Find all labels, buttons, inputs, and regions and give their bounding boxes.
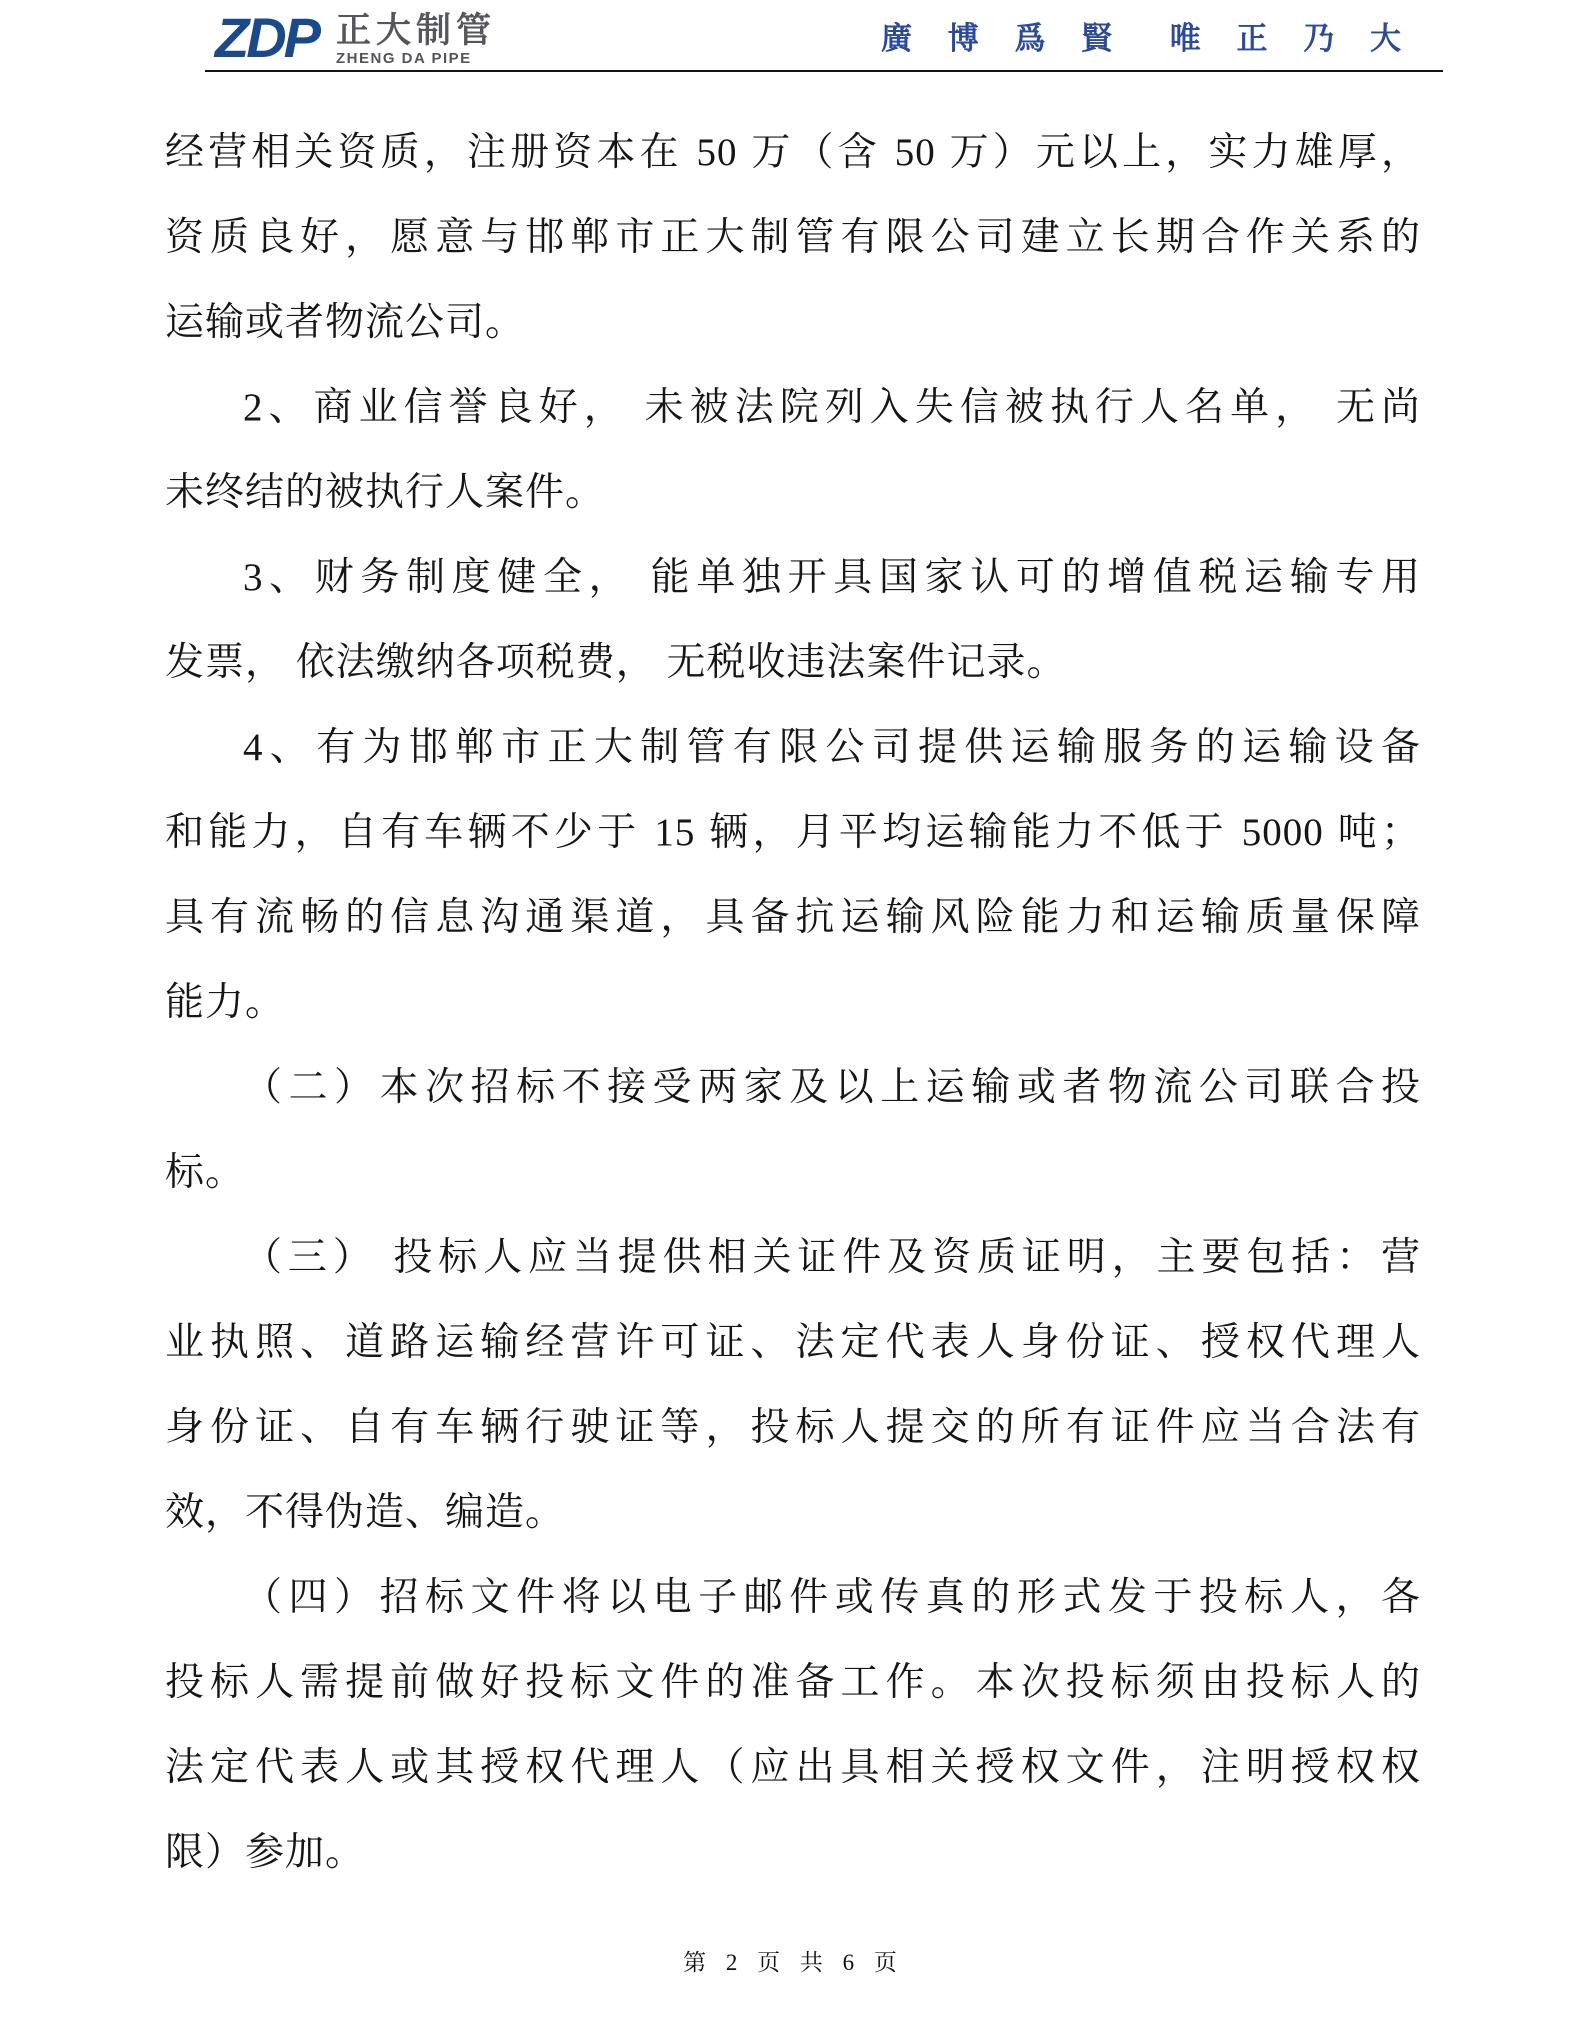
text-line: 经营相关资质，注册资本在 50 万（含 50 万）元以上，实力雄厚， (165, 131, 1421, 174)
page-header (0, 0, 1587, 74)
text-line: 4、有为邯郸市正大制管有限公司提供运输服务的运输设备 (243, 726, 1421, 769)
text-line: 效，不得伪造、编造。 (165, 1491, 566, 1534)
page-footer (0, 1944, 1587, 1977)
text-line: 身份证、自有车辆行驶证等，投标人提交的所有证件应当合法有 (165, 1406, 1421, 1449)
logo-company-name-en: ZHENG DA PIPE (336, 50, 472, 67)
text-line: 资质良好，愿意与邯郸市正大制管有限公司建立长期合作关系的 (165, 216, 1421, 259)
text-line: 能力。 (165, 981, 286, 1024)
text-line: 投标人需提前做好投标文件的准备工作。本次投标须由投标人的 (165, 1661, 1421, 1704)
header-divider (205, 70, 1443, 72)
text-line: 2、商业信誉良好， 未被法院列入失信被执行人名单， 无尚 (243, 386, 1421, 429)
text-line: 标。 (165, 1151, 246, 1194)
page-number: 第 2 页 共 6 页 (683, 1950, 904, 1975)
document-body (165, 110, 1421, 1895)
text-line: 业执照、道路运输经营许可证、法定代表人身份证、授权代理人 (165, 1321, 1421, 1364)
logo-names (336, 12, 496, 67)
logo-zdp-icon: ZDP (215, 6, 318, 69)
text-line: 和能力，自有车辆不少于 15 辆，月平均运输能力不低于 5000 吨； (165, 811, 1421, 854)
logo-company-name-cn: 正大制管 (336, 11, 497, 50)
text-line: 未终结的被执行人案件。 (165, 471, 606, 514)
text-line: 运输或者物流公司。 (165, 301, 526, 344)
company-motto: 廣 博 爲 賢 唯 正 乃 大 (881, 21, 1415, 56)
text-line: 法定代表人或其授权代理人（应出具相关授权文件，注明授权权 (165, 1746, 1421, 1789)
text-line: （三） 投标人应当提供相关证件及资质证明，主要包括：营 (243, 1236, 1421, 1279)
text-line: （二）本次招标不接受两家及以上运输或者物流公司联合投 (243, 1066, 1421, 1109)
text-line: 3、财务制度健全， 能单独开具国家认可的增值税运输专用 (243, 556, 1421, 599)
company-logo (215, 6, 497, 69)
text-line: 发票， 依法缴纳各项税费， 无税收违法案件记录。 (165, 641, 1067, 684)
text-line: 限）参加。 (165, 1831, 366, 1874)
text-line: （四）招标文件将以电子邮件或传真的形式发于投标人，各 (243, 1576, 1421, 1619)
text-line: 具有流畅的信息沟通渠道，具备抗运输风险能力和运输质量保障 (165, 896, 1421, 939)
